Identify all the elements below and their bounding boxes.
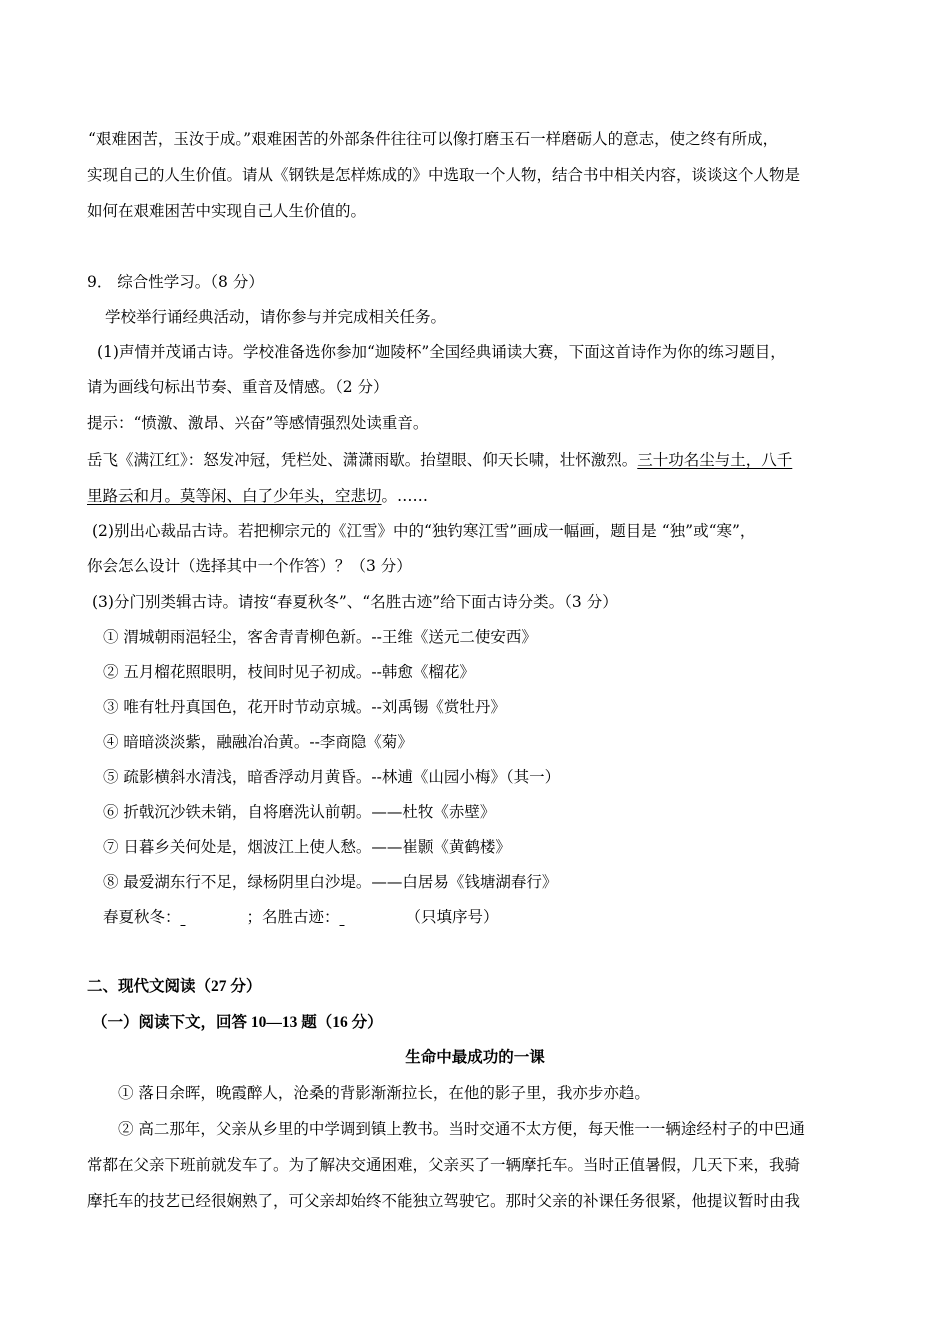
q9-answer-line: [103, 907, 499, 927]
poem-item: ⑦ 日暮乡关何处是，烟波江上使人愁。——崔颢《黄鹤楼》: [103, 838, 511, 856]
poem-item: ③ 唯有牡丹真国色，花开时节动京城。--刘禹锡《赏牡丹》: [103, 698, 506, 716]
answer-label-seasons: 春夏秋冬：: [103, 908, 181, 926]
essay-prompt-line-3: 如何在艰难困苦中实现自己人生价值的。: [87, 202, 367, 220]
poem-underlined-2: 里路云和月。莫等闲、白了少年头，空悲切: [87, 487, 382, 505]
answer-blank-landmarks[interactable]: [340, 907, 406, 927]
q9-part1-line-1: (1)声情并茂诵古诗。学校准备选你参加“迦陵杯”全国经典诵读大赛，下面这首诗作为你的练习题目，: [97, 343, 786, 361]
article-title: 生命中最成功的一课: [405, 1049, 545, 1066]
essay-prompt-line-1: “艰难困苦，玉汝于成。”艰难困苦的外部条件往往可以像打磨玉石一样磨砺人的意志，使之终有所成，: [88, 130, 779, 148]
q9-poem-line-2: [87, 486, 428, 506]
poem-item: ④ 暗暗淡淡紫，融融冶冶黄。--李商隐《菊》: [103, 733, 413, 751]
article-paragraph-2-line-1: ② 高二那年，父亲从乡里的中学调到镇上教书。当时交通不太方便，每天惟一一辆途经村子的中巴通: [118, 1120, 805, 1138]
q9-part1-line-2: 请为画线句标出节奏、重音及情感。（2 分）: [87, 378, 389, 396]
section2-heading: 二、现代文阅读（27 分）: [87, 978, 262, 995]
q9-poem-line-1: [87, 450, 792, 470]
poem-item: ⑥ 折戟沉沙铁未销，自将磨洗认前朝。——杜牧《赤壁》: [103, 803, 496, 821]
essay-prompt-line-2: 实现自己的人生价值。请从《钢铁是怎样炼成的》中选取一个人物，结合书中相关内容，谈谈这个人物是: [87, 166, 801, 184]
q9-hint: 提示：“愤激、激昂、兴奋”等感情强烈处读重音。: [87, 414, 429, 432]
section2-sub-heading: （一）阅读下文，回答 10—13 题（16 分）: [92, 1014, 383, 1031]
answer-label-landmarks: ；名胜古迹：: [246, 908, 340, 926]
q9-heading: 9． 综合性学习。（8 分）: [87, 273, 264, 291]
answer-blank-seasons[interactable]: [181, 907, 247, 927]
poem-item: ② 五月榴花照眼明，枝间时见子初成。--韩愈《榴花》: [103, 663, 475, 681]
article-paragraph-1: ① 落日余晖，晚霞醉人，沧桑的背影渐渐拉长，在他的影子里，我亦步亦趋。: [118, 1084, 650, 1102]
article-paragraph-2-line-3: 摩托车的技艺已经很娴熟了，可父亲却始终不能独立驾驶它。那时父亲的补课任务很紧，他提议暂时由我: [87, 1192, 801, 1210]
q9-intro: 学校举行诵经典活动，请你参与并完成相关任务。: [105, 308, 447, 326]
q9-part2-line-2: 你会怎么设计（选择其中一个作答）？（3 分）: [87, 557, 412, 575]
poem-item: ① 渭城朝雨浥轻尘，客舍青青柳色新。--王维《送元二使安西》: [103, 628, 537, 646]
answer-note: （只填序号）: [405, 908, 499, 926]
poem-underlined-1: 三十功名尘与土，八千: [637, 451, 793, 469]
q9-part2-line-1: (2)别出心裁品古诗。若把柳宗元的《江雪》中的“独钓寒江雪”画成一幅画，题目是 “独”或“寒”，: [92, 522, 756, 540]
q9-part3: (3)分门别类辑古诗。请按“春夏秋冬”、“名胜古迹”给下面古诗分类。（3 分）: [92, 593, 618, 611]
poem-prefix: 岳飞《满江红》：怒发冲冠，凭栏处、潇潇雨歇。抬望眼、仰天长啸，壮怀激烈。: [87, 451, 638, 469]
poem-suffix: 。……: [381, 487, 429, 505]
poem-item: ⑧ 最爱湖东行不足，绿杨阴里白沙堤。——白居易《钱塘湖春行》: [103, 873, 558, 891]
article-paragraph-2-line-2: 常都在父亲下班前就发车了。为了解决交通困难，父亲买了一辆摩托车。当时正值暑假，几天下来，我骑: [87, 1156, 801, 1174]
poem-item: ⑤ 疏影横斜水清浅，暗香浮动月黄昏。--林逋《山园小梅》（其一）: [103, 768, 561, 786]
